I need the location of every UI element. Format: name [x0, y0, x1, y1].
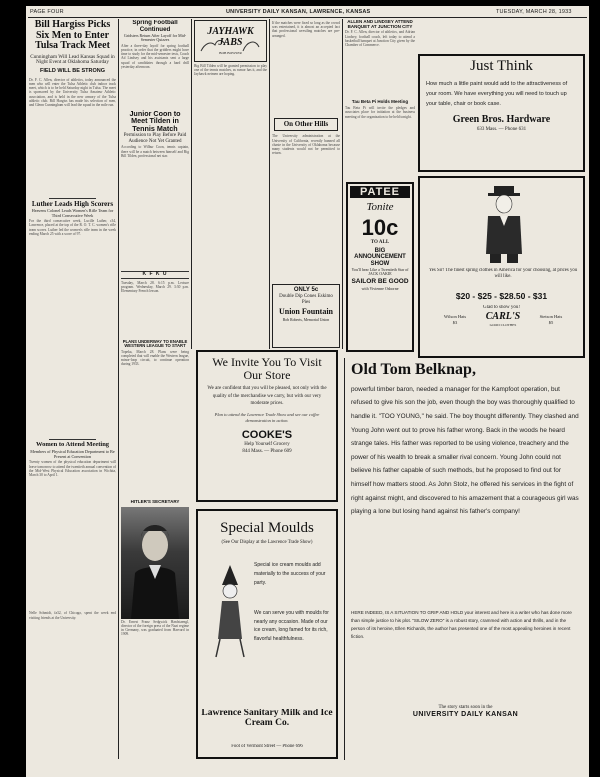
column-1 — [29, 20, 116, 760]
story-convention: Twenty women of the physical education department will leave tomorrow to attend the twentieth annual convention of the Mid-West Physical Education association in Wichita, March 30 to April 1. — [29, 460, 116, 477]
carls-subtitle: GOOD CLOTHES — [489, 322, 517, 327]
patee-tonite: Tonite — [366, 201, 394, 213]
story-wrestling: If the matches were fixed so long as the crowd was entertained, it is almost an accepted fact that professional wrestling matches are pre-arranged. — [272, 21, 340, 38]
column-2 — [121, 20, 189, 350]
column-5 — [345, 20, 415, 188]
kfku-heading: K F K U — [121, 271, 189, 278]
moulds-text: Special ice cream moulds add materially to the success of your party. — [254, 562, 326, 586]
ad-special-moulds — [196, 509, 338, 759]
headline-hargiss: Bill Hargiss Picks Six Men to Enter Tulsa Track Meet — [34, 20, 111, 51]
union-address: Bob Roberts, Memorial Union — [282, 317, 330, 322]
story-divider — [49, 439, 96, 440]
union-fountain-name: Union Fountain — [278, 307, 334, 317]
subhead-cunningham: Cunningham Will Lead Kansas Squad in Night Event at Oklahoma Saturday — [30, 53, 115, 66]
on-other-hills-title: On Other Hills — [283, 120, 329, 128]
union-only-5c: ONLY 5c — [293, 287, 319, 293]
section-field-strong: FIELD WILL BE STRONG — [40, 67, 105, 74]
story-tennis-match: According to Wilbur Coon, tennis captain, there will be a match between himself and Big Bill Tilden, professional net star. — [121, 145, 189, 158]
masthead-rule — [28, 17, 587, 18]
patee-film: SAILOR BE GOOD — [351, 277, 409, 285]
moulds-text-2: We can serve you with moulds for nearly any occasion. Made of our ice cream, long famed for its rich, flavorful healthfulness. — [254, 610, 329, 642]
moulds-address: Foot of Vermont Street — Phone 696 — [231, 744, 303, 749]
kfku-schedule: Tuesday, March 28. 6:15 p.m. Lecture program. Wednesday, March 29. 3:30 p.m. Elementary French lesson. — [121, 280, 189, 294]
column-rule — [269, 19, 270, 349]
ice-cream-figures-illustration — [208, 561, 252, 661]
headline-coon-tilden: Junior Coon to Meet Tilden in Tennis Match — [129, 108, 181, 133]
secretary-photo — [121, 507, 189, 619]
jayhawk-jabs-logo — [194, 20, 267, 62]
wilson-hats-label: Wilson Hats — [443, 314, 467, 319]
headline-spring-football: Spring Football Continued — [132, 20, 178, 33]
headline-tau-beta-pi: Tau Beta Pi Holds Meeting — [351, 99, 409, 105]
subhead-gridsters: Gridsters Return After Layoff for Mid-Semester Quizzes — [123, 33, 187, 43]
belknap-kicker: HERE INDEED, IS A SITUATION TO GRIP AND HOLD your interest and here is a writer who has done more than simple justice to his plot. "SILOW ZERO" is a robust story, crammed with action and thrills, and in the person of its heroine, Ellen Richards, the author has presented one of the most appealing heroines in recent fiction. — [351, 609, 572, 639]
belknap-headline: Old Tom Belknap, — [351, 361, 476, 378]
on-other-hills-box — [274, 118, 338, 131]
belknap-footer: The story starts soon in the — [438, 704, 493, 710]
patee-price: 10c — [361, 214, 399, 240]
ad-cookes — [196, 350, 338, 502]
story-divider — [49, 198, 96, 199]
ad-old-tom-belknap — [344, 358, 586, 760]
secretary-caption: Dr. Ernest Franz Sedgwick Hanfstaengl, director of the foreign press of the Nazi regime in Germany, was graduated from Harvard in 1909. — [121, 619, 189, 637]
moulds-display: (See Our Display at the Lawrence Trade Show) — [221, 539, 313, 545]
newspaper-page — [26, 6, 589, 777]
story-tau-beta-pi: Tau Beta Pi will invite the pledges and associates place for initiation at the business meeting of the organization to be held tonight. — [345, 106, 415, 119]
union-items: Double Dip Cones Eskimo Pies — [279, 294, 333, 305]
story-schmidt: Nelle Schmidt, fa32, of Chicago, spent the week end visiting friends at the University. — [29, 611, 116, 620]
masthead-title: UNIVERSITY DAILY KANSAN, LAWRENCE, KANSAS — [226, 9, 371, 15]
story-track-meet: Dr. F. C. Allen, director of athletics, today announced the men who will enter the Tulsa Athletic club indoor track meet, which is to be held Saturday night in Tulsa. The meet is sponsored by the University Tulsa Amateur Athletic association, and is held in the new armory of the Tulsa athletic club. Bill Hargiss has made his selection of men, and Glenn Cunningham will lead the squad in the mile run. — [29, 77, 116, 107]
just-think-text: How much a little paint would add to the attractiveness of your room. We have everything you will need to touch up your table, chair or book case. — [426, 80, 568, 107]
carls-name: CARL'S — [485, 312, 521, 322]
carls-tagline: Glad to show you! — [482, 305, 521, 310]
story-spring-football: After a three-day layoff for spring football practice, in order that the gridders might have time to study for the mid-semester tests, Coach Ad Lindsey and his assistants sent a large squad of candidates through a hard drill yesterday afternoon. — [121, 43, 189, 69]
moulds-company: Lawrence Sanitary Milk and Ice Cream Co. — [201, 709, 333, 728]
subhead-rifle-team: Heavens Colonel Leads Women's Rifle Team for Third Consecutive Week — [31, 208, 114, 218]
cookes-address: 844 Mass. — Phone 609 — [242, 448, 292, 454]
headline-luther: Luther Leads High Scorers — [31, 199, 114, 208]
story-western-league: Topeka, March 28. Plans were being completed that will enable the Western league, minor-loop circuit, to continue operation during 1933. — [121, 349, 189, 367]
jayhawk-byline: BOB BOWSER — [219, 52, 242, 55]
wilson-hats-price: $3 — [452, 319, 458, 325]
headline-hitler-secretary: HITLER'S SECRETARY — [130, 500, 180, 504]
stetson-hats — [526, 314, 576, 327]
green-bros-address: 633 Mass. — Phone 631 — [476, 127, 527, 133]
ad-union-fountain — [272, 284, 340, 348]
patee-name: PATEE — [350, 186, 410, 198]
jayhawk-jabs-title: JAYHAWK JABS — [207, 27, 254, 48]
story-rifle-scores: For the third consecutive week, Lucille Luther, c34, Lawrence, placed at the top of the R. O. T. C. women's rifle team scores. Luther led the women's rifle team in the week ending March 25 with a score of 97. — [29, 219, 116, 236]
belknap-paper-name: UNIVERSITY DAILY KANSAN — [412, 711, 519, 719]
just-think-title: Just Think — [470, 58, 533, 74]
cookes-text: We are confident that you will be pleased, not only with the quality of the merchandise we carry, but with our very moderate prices. — [207, 386, 327, 407]
masthead-date: TUESDAY, MARCH 28, 1933 — [496, 9, 572, 15]
portrait-figure — [121, 507, 189, 619]
headline-women-meeting: Women to Attend Meeting — [35, 441, 110, 449]
ad-carls — [418, 176, 585, 358]
headline-western-league: PLANS UNDERWAY TO ENABLE WESTERN LEAGUE TO START — [122, 340, 188, 349]
moulds-title: Special Moulds — [220, 520, 314, 536]
ad-just-think — [418, 54, 585, 172]
column-rule — [342, 19, 343, 349]
cookes-name: COOKE'S — [241, 428, 293, 441]
headline-allen-lindsey: ALLEN AND LINDSEY ATTEND BANQUET AT JUNCTION CITY — [347, 20, 413, 29]
page-number: PAGE FOUR — [30, 9, 64, 15]
story-jayhawk-jabs: Big Bill Tilden will be granted permission to play one of the tennis matches, as rumor has it, and the Jayhawk netmen are hoping. — [194, 64, 267, 77]
cookes-trade-show: Plan to attend the Lawrence Trade Show and see our coffee demonstration in action. — [214, 411, 320, 423]
column-2-lower — [121, 340, 189, 500]
patee-to-all: TO ALL — [370, 239, 390, 245]
ad-patee-theater — [346, 182, 414, 352]
carls-prices: $20 - $25 - $28.50 - $31 — [455, 292, 548, 301]
patee-extra: with Vivienne Osborne — [361, 285, 399, 291]
belknap-story: powerful timber baron, needed a manager for the Kampfoot operation, but refused to give his son the job, even though the boy was thoroughly qualified to handle it. "TOO YOUNG," he said. The boy thought differently. They clashed and Young John went out to prove his father wrong. Back in the woods he heard strange tales. His father was reported to be using violence, treachery and the power of his wealth to break a smaller rival concern. Young John could not believe his father capable of such methods, but he proposed to find out for himself how matters stood. As John Stolz, he offered his services in the fight of right against might, and discovered to his amazement that a courageous girl was playing a lone but losing hand against his father's company! — [351, 385, 579, 516]
carls-logo — [482, 312, 524, 328]
cookes-headline: We Invite You To Visit Our Store — [212, 355, 322, 382]
story-other-hills: The University administration at the University of California, recently banned all chaste in the University of Oklahoma because many students would not be permitted to return. — [272, 134, 340, 156]
stetson-hats-label: Stetson Hats — [539, 314, 563, 319]
man-in-suit-illustration — [476, 184, 532, 264]
story-junction-city: Dr. F. C. Allen, director of athletics, and Adrian Lindsey, football coach, left today to attend a basketball banquet at Junction City given by the Chamber of Commerce. — [345, 30, 415, 48]
subhead-permission: Permission to Play Before Paid Audience Not Yet Granted — [123, 133, 187, 144]
column-rule — [118, 19, 119, 759]
patee-cast: You'll hear Like a Twentieth Star of JACK OAKIE — [351, 267, 409, 277]
column-jayhawk — [194, 20, 267, 350]
stetson-hats-price: $5 — [548, 319, 554, 325]
hitler-secretary — [121, 500, 189, 762]
green-bros-name: Green Bros. Hardware — [452, 113, 551, 125]
subhead-physical-education: Members of Physical Education Department to Be Present at Convention — [30, 449, 115, 459]
patee-event: BIG ANNOUNCEMENT SHOW — [354, 248, 406, 267]
cookes-subtitle: Help Yourself Grocery — [244, 442, 290, 448]
wilson-hats — [430, 314, 480, 327]
carls-text: Yes Sir! The finest spring clothes in America for your choosing, at prices you will like. — [428, 268, 578, 279]
column-rule — [191, 19, 192, 349]
